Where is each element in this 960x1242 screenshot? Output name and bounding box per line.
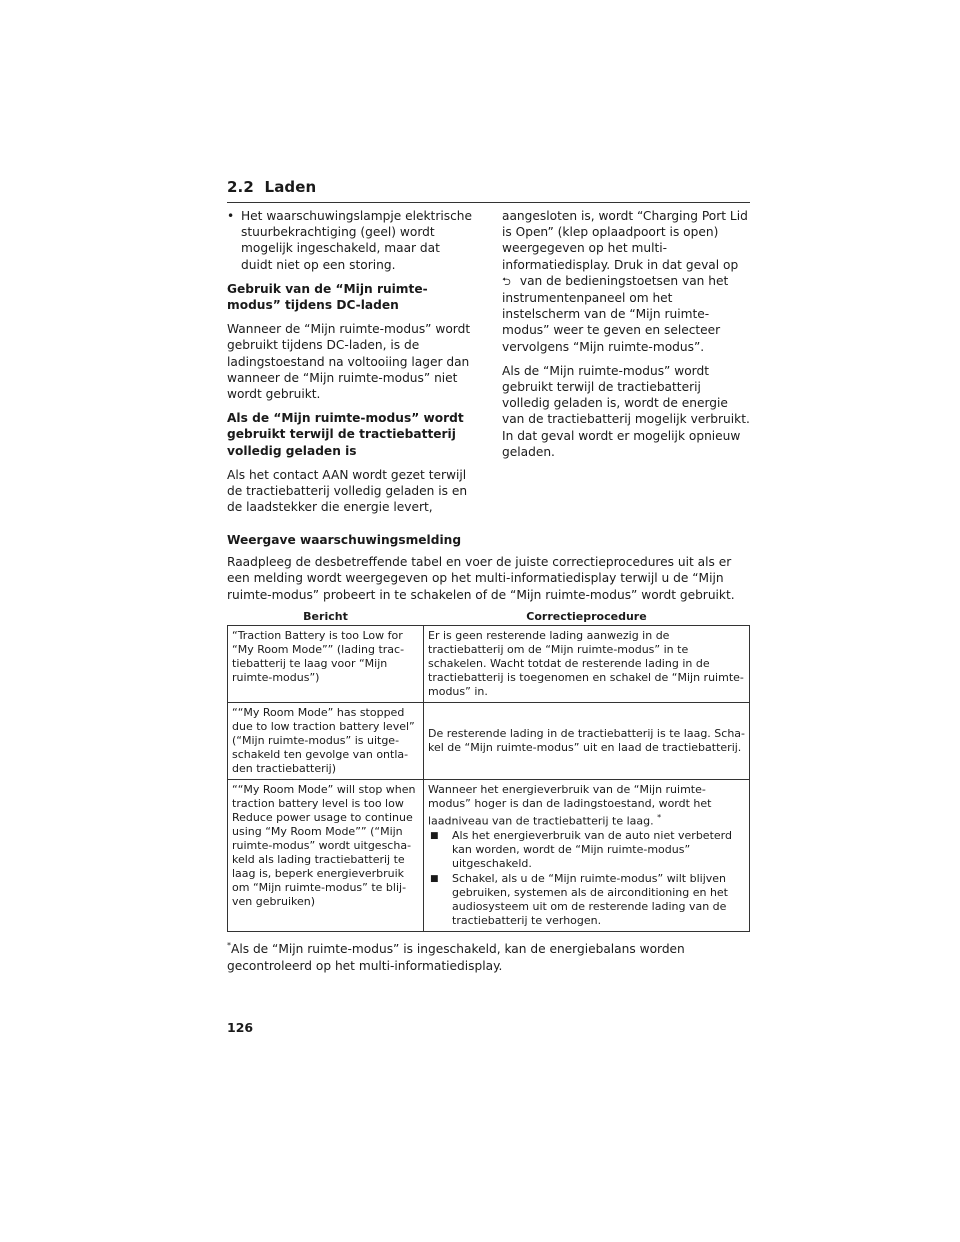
heading-warning-display: Weergave waarschuwingsmelding <box>227 533 462 547</box>
list-item <box>428 829 745 871</box>
bullet-text: Het waarschuwingslampje elektrische stuurbekrachtiging (geel) wordt mogelijk ingeschakeld, maar dat duidt niet op een storing. <box>241 209 473 272</box>
heading-dc-charging: Gebruik van de “Mijn ruimte-modus” tijdens DC-laden <box>227 281 428 313</box>
footnote-text: Als de “Mijn ruimte-modus” is ingeschakeld, kan de energiebalans worden gecontroleerd op het multi-informatiedisplay. <box>227 942 685 973</box>
cell-procedure: Er is geen resterende lading aanwezig in de tractiebatterij om de “Mijn ruimte-modus” in te schakelen. Wacht totdat de resterende lading in de tractiebatterij is toegenomen en schakel de “Mijn ruimte-modus” in. <box>424 625 750 702</box>
table-row <box>228 625 750 702</box>
procedure-text: Wanneer het energieverbruik van de “Mijn ruimte-modus” hoger is dan de ladingstoestand, wordt het laadniveau van de tractiebatterij te laag. <box>428 782 712 828</box>
list-item <box>428 872 745 928</box>
bullet-dot-icon: • <box>227 209 235 223</box>
cell-message: ““My Room Mode” will stop when traction battery level is too low Reduce power usage to continue using “My Room Mode”” (“Mijn ruimte-modus” wordt uitgescha-keld als lading tractiebatterij te laag is, beperk energieverbruik om “Mijn ruimte-modus” te blij-ven gebruiken) <box>228 779 424 932</box>
paragraph-energy-use: Als de “Mijn ruimte-modus” wordt gebruikt terwijl de tractiebatterij volledig geladen is, wordt de energie van de tractiebatterij mogelijk verbruikt. In dat geval wordt er mogelijk opnieuw geladen. <box>502 363 750 459</box>
bullet-item <box>227 208 475 273</box>
footnote <box>227 938 750 973</box>
right-column <box>502 208 750 523</box>
section-title: Laden <box>264 178 317 196</box>
table-header-row <box>228 609 750 626</box>
table-row <box>228 702 750 779</box>
back-arrow-icon: ⮌ <box>502 274 511 288</box>
column-header-message: Bericht <box>228 609 424 626</box>
two-column-body <box>227 208 750 523</box>
list-item-text: Als het energieverbruik van de auto niet verbeterd kan worden, wordt de “Mijn ruimte-modus” uitgeschakeld. <box>452 829 732 871</box>
paragraph-charging-port-b: van de bedieningstoetsen van het instrumentenpaneel om het instelscherm van de “Mijn ruimte-modus” weer te geven en selecteer vervolgens “Mijn ruimte-modus”. <box>502 273 729 354</box>
footnote-marker: * <box>657 812 662 822</box>
paragraph-charging-port <box>502 208 750 355</box>
left-column <box>227 208 475 523</box>
section-header <box>227 178 750 203</box>
cell-message: “Traction Battery is too Low for “My Room Mode”” (lading trac-tiebatterij te laag voor “Mijn ruimte-modus”) <box>228 625 424 702</box>
cell-procedure: De resterende lading in de tractiebatterij is te laag. Scha-kel de “Mijn ruimte-modus” uit en laad de tractiebatterij. <box>424 702 750 779</box>
section-number: 2.2 <box>227 178 254 196</box>
square-bullet-icon: ■ <box>430 874 439 885</box>
footnote-marker: * <box>227 941 231 951</box>
table-row <box>228 779 750 932</box>
cell-message: ““My Room Mode” has stopped due to low traction battery level” (“Mijn ruimte-modus” is uitge-schakeld ten gevolge van ontla-den tractiebatterij) <box>228 702 424 779</box>
paragraph-warning-intro: Raadpleeg de desbetreffende tabel en voer de juiste correctieprocedures uit als er een melding wordt weergegeven op het multi-informatiedisplay terwijl u de “Mijn ruimte-modus” probeert in te schakelen of de “Mijn ruimte-modus” wordt gebruikt. <box>227 555 735 602</box>
list-item-text: Schakel, als u de “Mijn ruimte-modus” wilt blijven gebruiken, systemen als de airconditioning en het audiosysteem uit om de resterende lading van de tractiebatterij te verhogen. <box>452 872 728 928</box>
column-header-procedure: Correctieprocedure <box>424 609 750 626</box>
paragraph-dc-charging: Wanneer de “Mijn ruimte-modus” wordt gebruikt tijdens DC-laden, is de ladingstoestand na voltooiing lager dan wanneer de “Mijn ruimte-modus” niet wordt gebruikt. <box>227 322 471 402</box>
paragraph-full-battery: Als het contact AAN wordt gezet terwijl de tractiebatterij volledig geladen is en de laadstekker die energie levert, <box>227 467 468 515</box>
page-number: 126 <box>227 1020 254 1035</box>
warning-section <box>227 532 750 974</box>
paragraph-charging-port-a: aangesloten is, wordt “Charging Port Lid is Open” (klep oplaadpoort is open) weergegeven op het multi-informatiedisplay. Druk in dat geval op <box>502 209 748 272</box>
heading-full-battery: Als de “Mijn ruimte-modus” wordt gebruikt terwijl de tractiebatterij volledig geladen is <box>227 411 464 458</box>
warning-table <box>227 609 750 933</box>
square-bullet-icon: ■ <box>430 831 439 842</box>
cell-procedure <box>424 779 750 932</box>
